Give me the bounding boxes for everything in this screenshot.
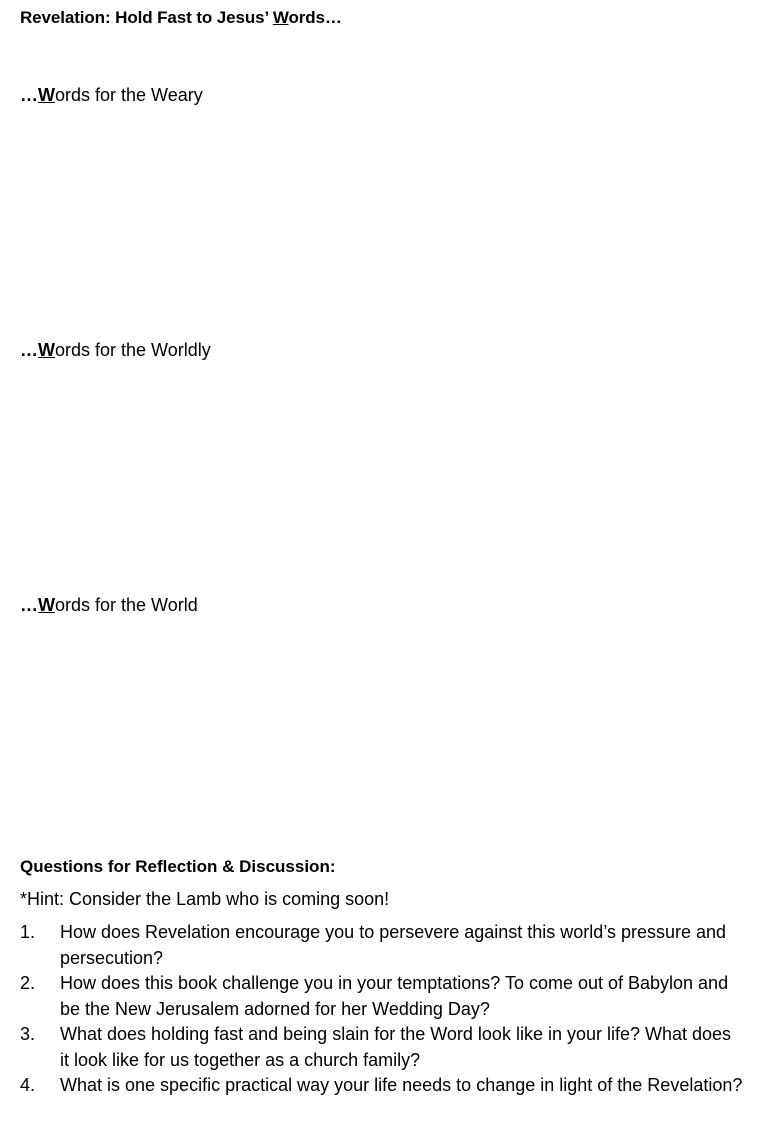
- section-lead: [20, 340, 55, 360]
- question-item: [20, 1022, 745, 1073]
- section-word: ords: [55, 85, 91, 105]
- section-underlined-letter: W: [38, 340, 55, 360]
- question-text: How does this book challenge you in your temptations? To come out of Babylon and be the New Jerusalem adorned for her Wedding Day?: [60, 973, 729, 1019]
- section-word: ords: [55, 340, 91, 360]
- section-word: ords: [55, 595, 91, 615]
- section-rest: for the Worldly: [90, 340, 211, 360]
- section-ellipsis: …: [20, 85, 38, 105]
- section-underlined-letter: W: [38, 595, 55, 615]
- questions-list: [20, 920, 745, 1099]
- section-ellipsis: …: [20, 340, 38, 360]
- question-text: What is one specific practical way your life needs to change in light of the Revelation?: [60, 1075, 743, 1095]
- question-text: How does Revelation encourage you to persevere against this world’s pressure and persecution?: [60, 922, 727, 968]
- question-item: [20, 920, 745, 971]
- question-text: What does holding fast and being slain for the Word look like in your life? What does it look like for us together as a church family?: [60, 1024, 732, 1070]
- questions-hint: *Hint: Consider the Lamb who is coming soon!: [20, 889, 390, 909]
- document-title: [20, 8, 342, 28]
- section-underlined-letter: W: [38, 85, 55, 105]
- questions-heading: Questions for Reflection & Discussion:: [20, 857, 336, 876]
- section-rest: for the World: [90, 595, 198, 615]
- section-words-for-the-weary: [20, 85, 203, 106]
- section-words-for-the-world: [20, 595, 198, 616]
- section-words-for-the-worldly: [20, 340, 211, 361]
- title-underlined-letter: W: [272, 8, 289, 27]
- section-ellipsis: …: [20, 595, 38, 615]
- question-item: [20, 1073, 745, 1099]
- title-prefix: Revelation: Hold Fast to Jesus’: [20, 8, 273, 27]
- section-lead: [20, 85, 55, 105]
- question-number: 3.: [20, 1024, 36, 1044]
- question-number: 1.: [20, 922, 36, 942]
- title-suffix: ords…: [288, 8, 342, 27]
- question-item: [20, 971, 745, 1022]
- question-number: 2.: [20, 973, 36, 993]
- section-lead: [20, 595, 55, 615]
- question-number: 4.: [20, 1075, 36, 1095]
- section-rest: for the Weary: [90, 85, 203, 105]
